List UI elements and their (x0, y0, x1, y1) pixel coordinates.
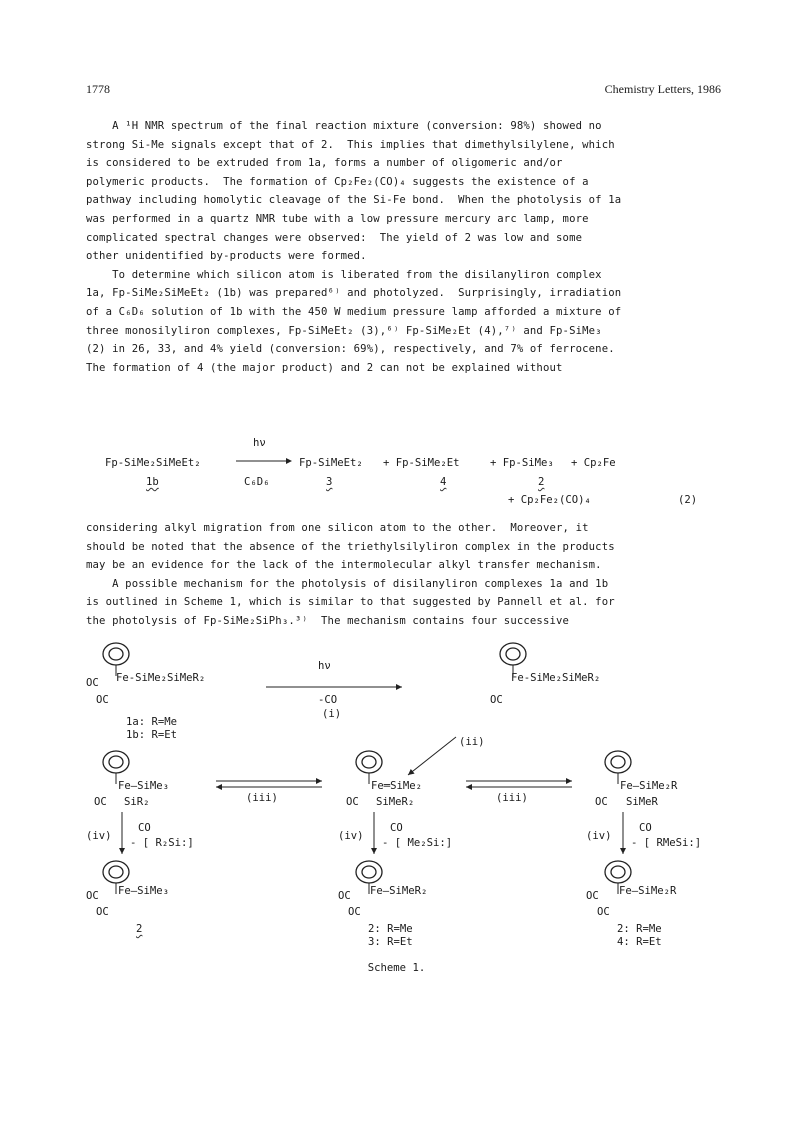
co-ligand: OC (338, 890, 351, 902)
eq-product-3: + Fp-SiMe₃ (490, 457, 554, 469)
body-text-line: three monosilyliron complexes, Fp-SiMeEt₂ (3),⁶⁾ Fp-SiMe₂Et (4),⁷⁾ and Fp-SiMe₃ (86, 324, 602, 337)
product-center-label-1: 2: R=Me (368, 923, 413, 935)
co-ligand: OC (86, 890, 99, 902)
extrusion-right: - [ RMeSi:] (631, 837, 702, 849)
equilibrium-arrows-left (216, 781, 322, 787)
equilibrium-arrows-right (466, 781, 572, 787)
co-ligand: OC (348, 906, 361, 918)
product-right-label-1: 2: R=Me (617, 923, 662, 935)
label-1a: 1a: R=Me (126, 716, 178, 728)
co-ligand: OC (86, 677, 99, 689)
co-ligand: OC (94, 796, 107, 808)
co-addition-label: CO (639, 822, 652, 834)
eq-reactant: Fp-SiMe₂SiMeEt₂ (105, 457, 201, 469)
step-i-label: (i) (322, 708, 342, 720)
silylene-right-si: SiMeR (626, 796, 658, 808)
co-addition-label: CO (138, 822, 151, 834)
page-number: 1778 (86, 82, 110, 96)
product-left: Fe—SiMe₃ (118, 885, 170, 897)
body-text-line: polymeric products. The formation of Cp₂Fe₂(CO)₄ suggests the existence of a (86, 175, 589, 188)
step-iii-label: (iii) (496, 792, 528, 804)
eq-solvent: C₆D₆ (244, 476, 270, 488)
body-text-line: other unidentified by-products were formed. (86, 250, 367, 263)
product-right-label-2: 4: R=Et (617, 936, 662, 948)
product-right: Fe—SiMe₂R (619, 885, 677, 897)
arrow-ii (408, 737, 456, 775)
extrusion-left: - [ R₂Si:] (130, 837, 194, 849)
body-text-line: complicated spectral changes were observed: The yield of 2 was low and some (86, 231, 583, 244)
co-ligand: OC (586, 890, 599, 902)
product-left-label: 2 (136, 923, 143, 935)
eq-product-5: + Cp₂Fe₂(CO)₄ (508, 494, 591, 506)
hv-label: hν (318, 660, 331, 672)
co-ligand: OC (96, 694, 109, 706)
body-text-line: The formation of 4 (the major product) and 2 can not be explained without (86, 361, 563, 374)
eq-product-2: + Fp-SiMe₂Et (383, 457, 460, 469)
eq-product-4: + Cp₂Fe (571, 457, 616, 469)
body-text-line: strong Si-Me signals except that of 2. This implies that dimethylsilylene, which (86, 138, 615, 151)
silylene-complex-left: Fe—SiMe₃ (118, 780, 170, 792)
silylene-complex-right: Fe—SiMe₂R (620, 780, 678, 792)
eq-label-1b: 1b (146, 476, 159, 488)
eq-label-3: 3 (326, 476, 333, 488)
scheme-caption: Scheme 1. (367, 962, 426, 974)
body-text-line: the photolysis of Fp-SiMe₂SiPh₃.³⁾ The mechanism contains four successive (86, 615, 570, 627)
step-iii-label: (iii) (246, 792, 278, 804)
body-text-line: To determine which silicon atom is liberated from the disilanyliron complex (86, 268, 602, 281)
product-center: Fe—SiMeR₂ (370, 885, 428, 897)
minus-co-label: -CO (318, 694, 338, 706)
body-text-line: was performed in a quartz NMR tube with a low pressure mercury arc lamp, more (86, 213, 589, 225)
body-text-line: A possible mechanism for the photolysis of disilanyliron complexes 1a and 1b (86, 577, 609, 590)
label-1b: 1b: R=Et (126, 729, 178, 741)
reaction-arrow (236, 456, 292, 466)
silylene-complex-center: Fe═SiMe₂ (371, 780, 423, 792)
co-ligand: OC (490, 694, 503, 706)
co-ligand: OC (96, 906, 109, 918)
body-text-line: of a C₆D₆ solution of 1b with the 450 W medium pressure lamp afforded a mixture of (86, 306, 622, 318)
eq-product-1: Fp-SiMeEt₂ (299, 457, 363, 469)
silylene-center-si: SiMeR₂ (376, 796, 415, 808)
step-ii-label: (ii) (459, 736, 485, 748)
body-text-line: is outlined in Scheme 1, which is similar to that suggested by Pannell et al. for (86, 596, 615, 609)
body-text-line: (2) in 26, 33, and 4% yield (conversion: 69%), respectively, and 7% of ferrocene. (86, 343, 615, 356)
intermediate-formula: Fe-SiMe₂SiMeR₂ (511, 672, 601, 684)
step-iv-label: (iv) (586, 830, 612, 842)
co-ligand: OC (595, 796, 608, 808)
step-iv-label: (iv) (86, 830, 112, 842)
equation-number: (2) (678, 494, 698, 506)
silylene-left-si: SiR₂ (124, 796, 150, 808)
eq-label-2: 2 (538, 476, 545, 488)
body-text-line: pathway including homolytic cleavage of the Si-Fe bond. When the photolysis of 1a (86, 194, 622, 207)
extrusion-center: - [ Me₂Si:] (382, 837, 453, 849)
body-text-line: may be an evidence for the lack of the intermolecular alkyl transfer mechanism. (86, 559, 602, 572)
body-text-line: 1a, Fp-SiMe₂SiMeEt₂ (1b) was prepared⁶⁾ and photolyzed. Surprisingly, irradiation (86, 287, 622, 300)
body-text-line: considering alkyl migration from one silicon atom to the other. Moreover, it (86, 522, 589, 534)
hv-label: hν (253, 437, 266, 449)
start-complex-formula: Fe-SiMe₂SiMeR₂ (116, 672, 206, 684)
co-ligand: OC (346, 796, 359, 808)
co-addition-label: CO (390, 822, 403, 834)
body-text-line: is considered to be extruded from 1a, forms a number of oligomeric and/or (86, 157, 563, 170)
journal-title: Chemistry Letters, 1986 (604, 82, 721, 96)
step-iv-label: (iv) (338, 830, 364, 842)
co-ligand: OC (597, 906, 610, 918)
product-center-label-2: 3: R=Et (368, 936, 413, 948)
eq-label-4: 4 (440, 476, 447, 488)
body-text-line: A ¹H NMR spectrum of the final reaction mixture (conversion: 98%) showed no (86, 120, 602, 132)
body-text-line: should be noted that the absence of the triethylsilyliron complex in the products (86, 540, 615, 553)
